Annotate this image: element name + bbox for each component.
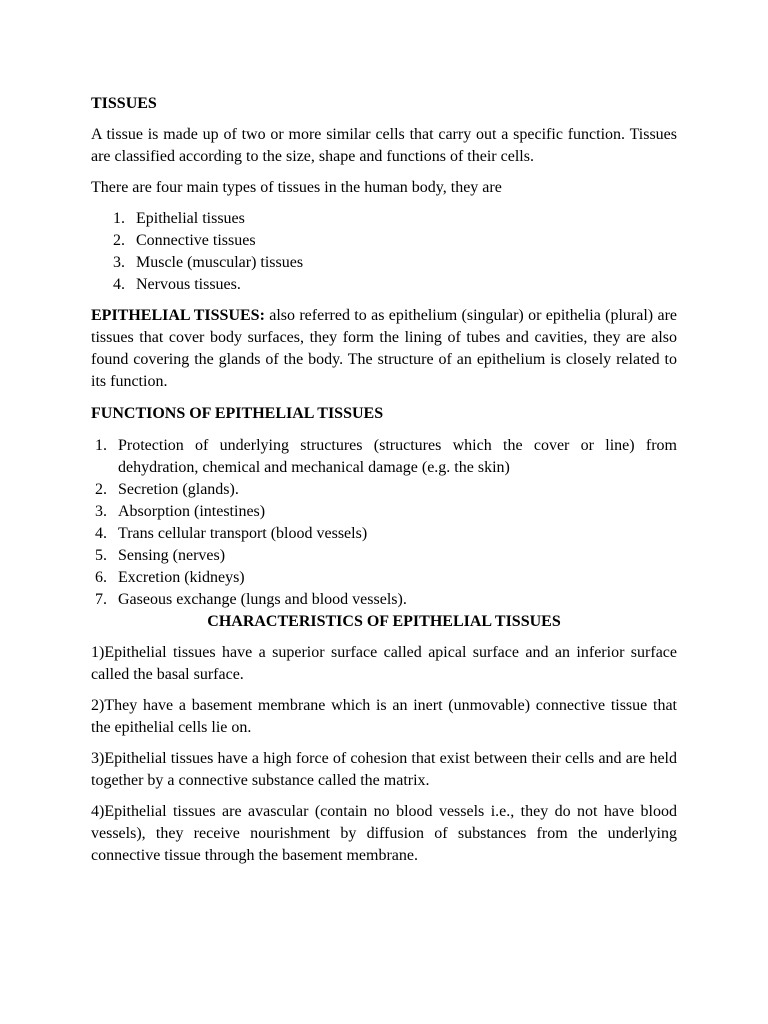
characteristic-paragraph: 3)Epithelial tissues have a high force of cohesion that exist between their cells and are held together by a connective substance called the matrix. (91, 750, 677, 789)
list-number: 6. (95, 569, 107, 586)
functions-heading: FUNCTIONS OF EPITHELIAL TISSUES (91, 405, 384, 422)
list-text: Sensing (nerves) (118, 547, 226, 564)
list-text: Protection of underlying structures (structures which the cover or line) from dehydration, chemical and mechanical damage (e.g. the skin) (118, 437, 677, 476)
characteristic-paragraph: 2)They have a basement membrane which is an inert (unmovable) connective tissue that the epithelial cells lie on. (91, 697, 677, 736)
epithelial-label: EPITHELIAL TISSUES: (91, 307, 265, 324)
list-number: 3. (113, 254, 125, 271)
list-item (91, 567, 677, 589)
list-number: 1. (95, 437, 107, 454)
list-item (91, 274, 677, 296)
characteristic-paragraph: 1)Epithelial tissues have a superior surface called apical surface and an inferior surface called the basal surface. (91, 644, 677, 683)
list-item (91, 501, 677, 523)
epithelial-paragraph (91, 305, 677, 393)
list-number: 7. (95, 591, 107, 608)
functions-list (91, 435, 677, 611)
list-item (91, 435, 677, 479)
list-item (91, 479, 677, 501)
list-number: 1. (113, 210, 125, 227)
list-text: Epithelial tissues (136, 210, 245, 227)
list-item (91, 589, 677, 611)
list-text: Excretion (kidneys) (118, 569, 245, 586)
list-item (91, 230, 677, 252)
list-text: Muscle (muscular) tissues (136, 254, 304, 271)
list-text: Trans cellular transport (blood vessels) (118, 525, 368, 542)
list-number: 4. (95, 525, 107, 542)
list-item (91, 252, 677, 274)
list-item (91, 208, 677, 230)
list-text: Connective tissues (136, 232, 256, 249)
characteristic-paragraph: 4)Epithelial tissues are avascular (contain no blood vessels i.e., they do not have blood vessels), they receive nourishment by diffusion of substances from the underlying connective tissue through the basement membrane. (91, 803, 677, 864)
characteristics-heading: CHARACTERISTICS OF EPITHELIAL TISSUES (207, 613, 561, 630)
list-text: Absorption (intestines) (118, 503, 266, 520)
list-number: 5. (95, 547, 107, 564)
list-item (91, 545, 677, 567)
list-item (91, 523, 677, 545)
list-number: 3. (95, 503, 107, 520)
types-intro: There are four main types of tissues in the human body, they are (91, 179, 502, 196)
intro-paragraph: A tissue is made up of two or more similar cells that carry out a specific function. Tissues are classified according to the size, shape and functions of their cells. (91, 126, 677, 165)
epithelial-text: also referred to as epithelium (singular) or epithelia (plural) are tissues that cover body surfaces, they form the lining of tubes and cavities, they are also found covering the glands of the body. The structure of an epithelium is closely related to its function. (91, 307, 678, 390)
list-text: Nervous tissues. (136, 276, 241, 293)
list-text: Gaseous exchange (lungs and blood vessels). (118, 591, 407, 608)
document-title: TISSUES (91, 95, 157, 112)
list-number: 2. (95, 481, 107, 498)
tissue-types-list (91, 208, 677, 296)
list-number: 4. (113, 276, 125, 293)
list-number: 2. (113, 232, 125, 249)
list-text: Secretion (glands). (118, 481, 239, 498)
